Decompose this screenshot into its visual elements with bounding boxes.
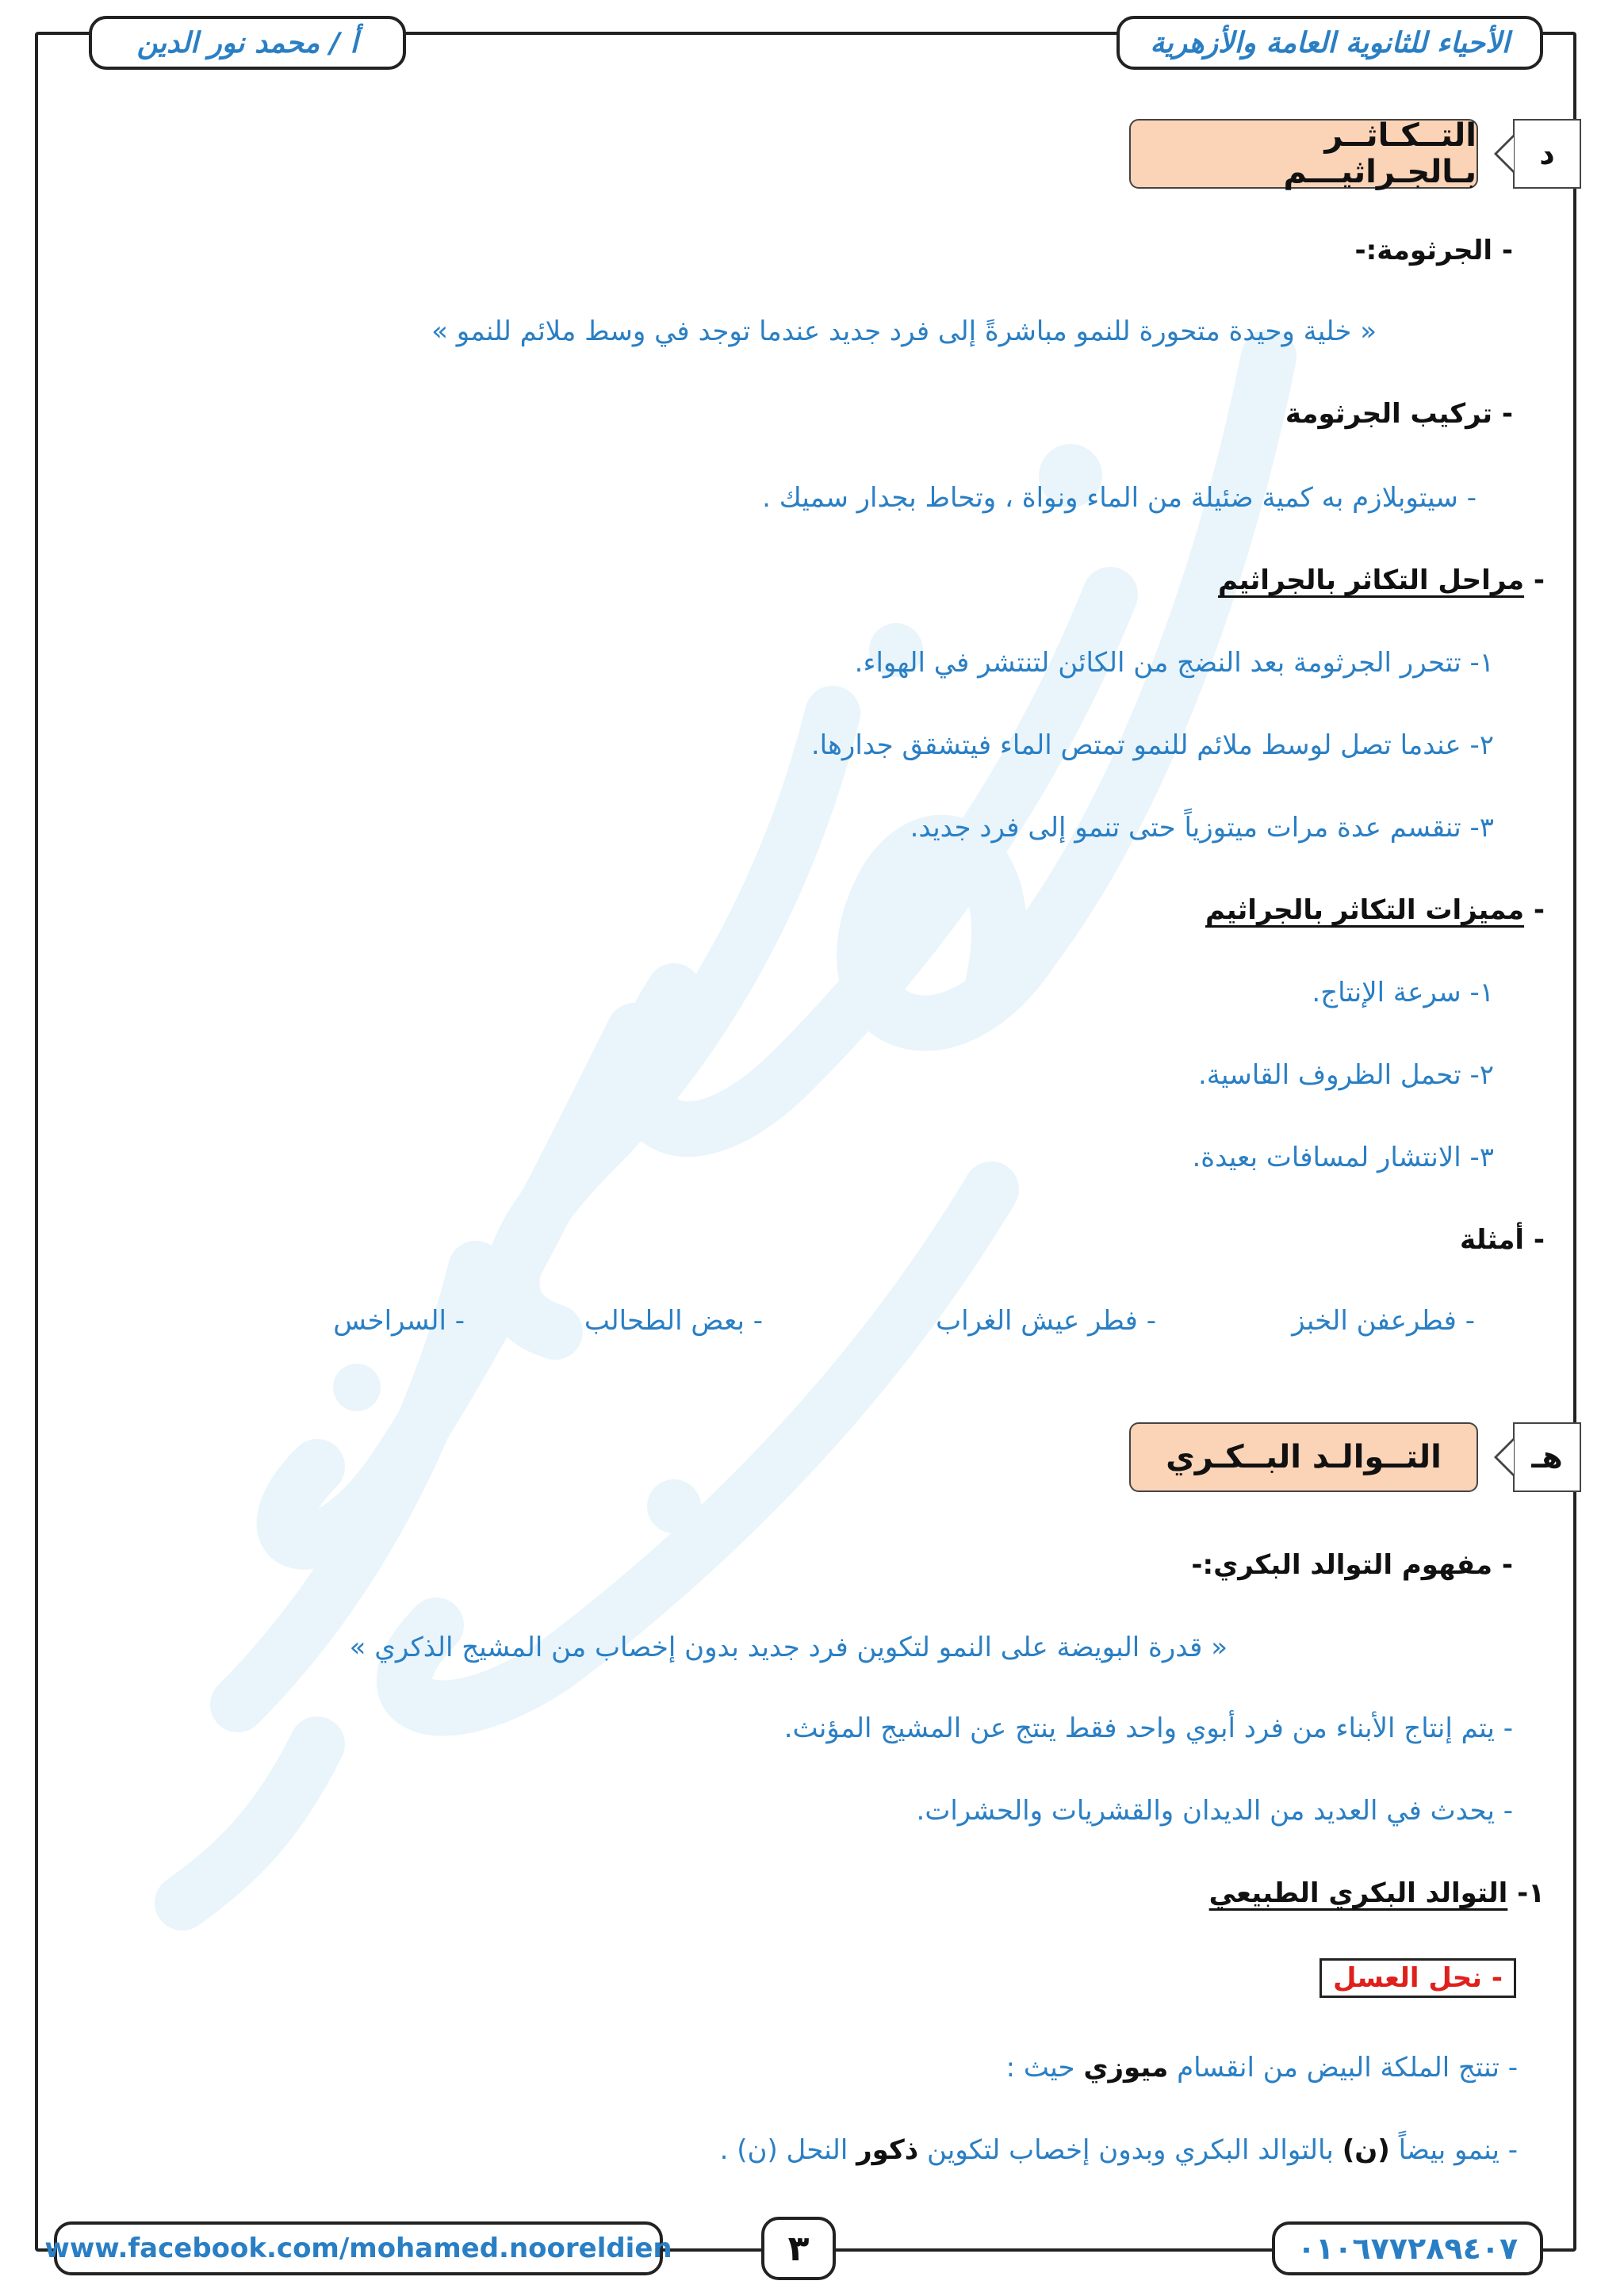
subject-title: الأحياء للثانوية العامة والأزهرية [1150, 26, 1510, 59]
phone-box [1272, 2221, 1543, 2275]
example-4: - السراخس [333, 1305, 465, 1337]
feature-3: ٣- الانتشار لمسافات بعيدة. [1192, 1142, 1494, 1173]
example-3: - بعض الطحالب [584, 1305, 763, 1337]
facebook-url[interactable]: www.facebook.com/mohamed.nooreldien [44, 2233, 672, 2264]
structure-heading: - تركيب الجرثومة [1285, 398, 1513, 430]
stage-3: ٣- تنقسم عدة مرات ميتوزياً حتى تنمو إلى فرد جديد. [910, 812, 1494, 844]
features-heading: - مميزات التكاثر بالجراثيم [1205, 894, 1545, 926]
queen-text: - تنتج الملكة البيض من انقسام ميوزي حيث : [1005, 2052, 1518, 2084]
teacher-name: أ / محمد نور الدين [136, 26, 358, 59]
spore-heading: - الجرثومة:- [1354, 235, 1513, 266]
page-number: ٣ [787, 2228, 810, 2269]
concept-definition: « قدرة البويضة على النمو لتكوين فرد جديد بدون إخصاب من المشيج الذكري » [349, 1632, 1228, 1663]
feature-2: ٢- تحمل الظروف القاسية. [1197, 1059, 1494, 1091]
page-number-box [761, 2217, 836, 2280]
facebook-url-box [44, 2221, 672, 2275]
phone-number: ٠١٠٦٧٧٢٨٩٤٠٧ [1297, 2231, 1519, 2266]
eggs-text: - ينمو بيضاً (ن) بالتوالد البكري وبدون إخصاب لتكوين ذكور النحل (ن) . [719, 2134, 1518, 2166]
parthenogenesis-point-2: - يحدث في العديد من الديدان والقشريات والحشرات. [916, 1795, 1513, 1827]
parthenogenesis-point-1: - يتم إنتاج الأبناء من فرد أبوي واحد فقط ينتج عن المشيج المؤنث. [783, 1712, 1513, 1744]
stage-1: ١- تتحرر الجرثومة بعد النضج من الكائن لتنتشر في الهواء. [854, 647, 1494, 679]
spore-definition: « خلية وحيدة متحورة للنمو مباشرةً إلى فرد جديد عندما توجد في وسط ملائم للنمو » [431, 316, 1377, 347]
structure-text: - سيتوبلازم به كمية ضئيلة من الماء ونواة ، وتحاط بجدار سميك . [762, 482, 1477, 514]
example-2: - فطر عيش الغراب [936, 1305, 1156, 1337]
natural-heading: ١- التوالد البكري الطبيعي [1208, 1877, 1545, 1909]
section-d-title: التــكـاثــر بـالجـراثيـــم [1129, 119, 1478, 189]
honeybee-label: - نحل العسل [1320, 1958, 1516, 1998]
subject-title-box [1116, 16, 1543, 70]
concept-heading: - مفهوم التوالد البكري:- [1191, 1549, 1513, 1581]
examples-heading: - أمثلة [1459, 1224, 1545, 1256]
stage-2: ٢- عندما تصل لوسط ملائم للنمو تمتص الماء فيتشقق جدارها. [810, 729, 1494, 761]
section-h-tag: هـ [1513, 1422, 1581, 1492]
teacher-name-box [89, 16, 406, 70]
section-d-tag: د [1513, 119, 1581, 189]
example-1: - فطرعفن الخبز [1292, 1305, 1475, 1337]
section-h-title: التــوالـد البــكـري [1129, 1422, 1478, 1492]
stages-heading: - مراحل التكاثر بالجراثيم [1217, 564, 1545, 596]
feature-1: ١- سرعة الإنتاج. [1312, 977, 1494, 1008]
